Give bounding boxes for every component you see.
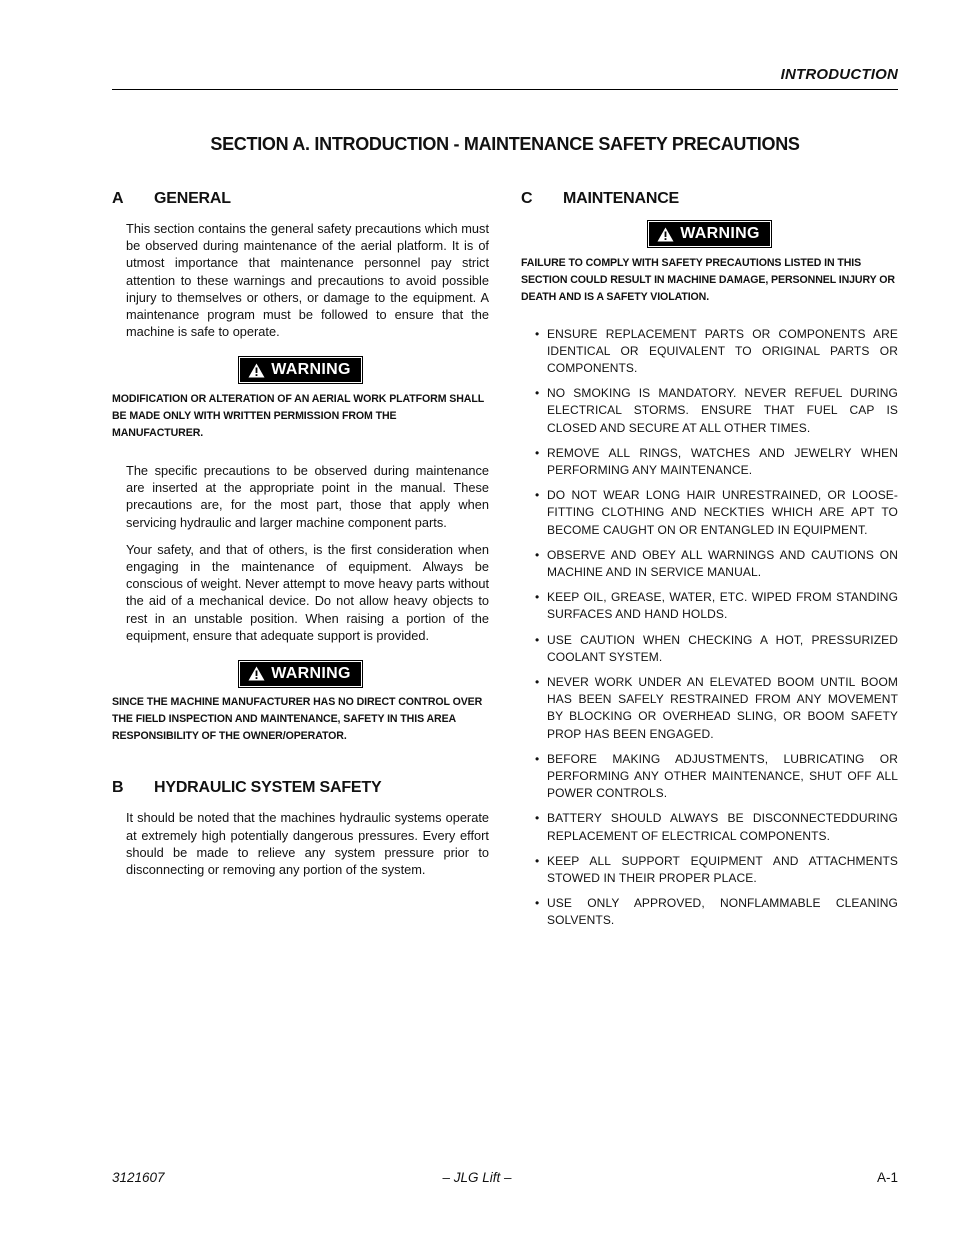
list-item: • ENSURE REPLACEMENT PARTS OR COMPONENTS ARE IDENTICAL OR EQUIVALENT TO ORIGINAL PARTS OR COMPONENTS. xyxy=(535,326,898,375)
general-paragraph-2: The specific precautions to be observed during maintenance are inserted at the appropriate point in the manual. These precautions are, for the most part, those that apply when servicing hydraulic and larger machine component parts. xyxy=(126,462,489,530)
list-item: • NO SMOKING IS MANDATORY. NEVER REFUEL DURING ELECTRICAL STORMS. ENSURE THAT FUEL CAP IS CLOSED AND SECURE AT ALL OTHER TIMES. xyxy=(535,386,898,435)
warning-text-2: SINCE THE MACHINE MANUFACTURER HAS NO DIRECT CONTROL OVER THE FIELD INSPECTION AND MAINTENANCE, SAFETY IN THIS AREA RESPONSIBILITY OF THE OWNER/OPERATOR. xyxy=(112,696,483,743)
list-item: • USE CAUTION WHEN CHECKING A HOT, PRESSURIZED COOLANT SYSTEM. xyxy=(535,632,898,664)
list-item: • OBSERVE AND OBEY ALL WARNINGS AND CAUTIONS ON MACHINE AND IN SERVICE MANUAL. xyxy=(535,547,898,579)
heading-letter: C xyxy=(521,190,533,207)
warning-badge xyxy=(240,358,360,382)
warning-triangle-icon xyxy=(248,666,265,681)
running-header: INTRODUCTION xyxy=(780,66,898,83)
heading-text: MAINTENANCE xyxy=(563,190,680,207)
warning-text-1: MODIFICATION OR ALTERATION OF AN AERIAL WORK PLATFORM SHALL BE MADE ONLY WITH WRITTEN PERMISSION FROM THE MANUFACTURER. xyxy=(112,392,484,439)
footer-page-number: A-1 xyxy=(876,1170,898,1185)
list-item: • REMOVE ALL RINGS, WATCHES AND JEWELRY WHEN PERFORMING ANY MAINTENANCE. xyxy=(535,445,898,477)
heading-general xyxy=(112,190,489,208)
warning-label: WARNING xyxy=(271,361,351,379)
maintenance-bullet-list xyxy=(535,326,898,930)
warning-box-3 xyxy=(521,222,898,247)
warning-badge xyxy=(240,662,360,686)
warning-badge xyxy=(649,222,769,246)
list-item: • BATTERY SHOULD ALWAYS BE DISCONNECTEDDURING REPLACEMENT OF ELECTRICAL COMPONENTS. xyxy=(535,811,898,843)
warning-label: WARNING xyxy=(271,664,351,682)
warning-triangle-icon xyxy=(657,227,674,242)
general-paragraph-3: Your safety, and that of others, is the first consideration when engaging in the maintenance of equipment. Always be conscious of weight. Never attempt to move heavy parts without the aid of a mechanical device. Do not allow heavy objects to rest in an unstable position. When raising a portion of the equipment, ensure that adequate support is provided. xyxy=(126,541,489,643)
list-item: • DO NOT WEAR LONG HAIR UNRESTRAINED, OR LOOSE-FITTING CLOTHING AND NECKTIES WHICH ARE APT TO BECOME CAUGHT ON OR ENTANGLED IN EQUIPMENT. xyxy=(535,488,898,537)
list-item: • BEFORE MAKING ADJUSTMENTS, LUBRICATING OR PERFORMING ANY OTHER MAINTENANCE, SHUT OFF ALL POWER CONTROLS. xyxy=(535,751,898,801)
heading-text: HYDRAULIC SYSTEM SAFETY xyxy=(154,779,382,797)
footer-doc-number: 3121607 xyxy=(112,1170,165,1185)
hydraulic-paragraph-1: It should be noted that the machines hydraulic systems operate at extremely high potentially dangerous pressures. Every effort should be made to relieve any system pressure prior to disconnecting or removing any portion of the system. xyxy=(126,810,489,878)
list-item: • KEEP OIL, GREASE, WATER, ETC. WIPED FROM STANDING SURFACES AND HAND HOLDS. xyxy=(535,590,898,622)
heading-letter: B xyxy=(112,779,124,797)
warning-box-2 xyxy=(112,662,489,687)
warning-text-3: FAILURE TO COMPLY WITH SAFETY PRECAUTIONS LISTED IN THIS SECTION COULD RESULT IN MACHINE DAMAGE, PERSONNEL INJURY OR DEATH AND IS A SAFETY VIOLATION. xyxy=(521,256,895,303)
left-column xyxy=(112,190,489,888)
list-item: • NEVER WORK UNDER AN ELEVATED BOOM UNTIL BOOM HAS BEEN SAFELY RESTRAINED FROM ANY MOVEMENT BY BLOCKING OR OVERHEAD SLING, OR BOOM SAFETY PROP HAS BEEN ENGAGED. xyxy=(535,674,898,741)
warning-triangle-icon xyxy=(248,363,265,378)
warning-label: WARNING xyxy=(680,225,760,242)
heading-text: GENERAL xyxy=(154,190,231,207)
heading-maintenance xyxy=(521,190,898,208)
list-item: • USE ONLY APPROVED, NONFLAMMABLE CLEANING SOLVENTS. xyxy=(535,896,898,928)
right-column xyxy=(521,190,898,938)
footer-brand: – JLG Lift – xyxy=(442,1170,512,1185)
warning-box-1 xyxy=(112,358,489,383)
list-item: • KEEP ALL SUPPORT EQUIPMENT AND ATTACHMENTS STOWED IN THEIR PROPER PLACE. xyxy=(535,853,898,885)
header-rule xyxy=(112,89,898,90)
heading-letter: A xyxy=(112,190,124,207)
section-title: SECTION A. INTRODUCTION - MAINTENANCE SAFETY PRECAUTIONS xyxy=(210,134,800,154)
general-paragraph-1: This section contains the general safety precautions which must be observed during maintenance of the aerial platform. It is of utmost importance that maintenance personnel pay strict attention to these warnings and precautions to avoid possible injury to themselves or others, or damage to the equipment. A maintenance program must be followed to ensure that the machine is safe to operate. xyxy=(126,221,489,340)
heading-hydraulic xyxy=(112,779,489,797)
